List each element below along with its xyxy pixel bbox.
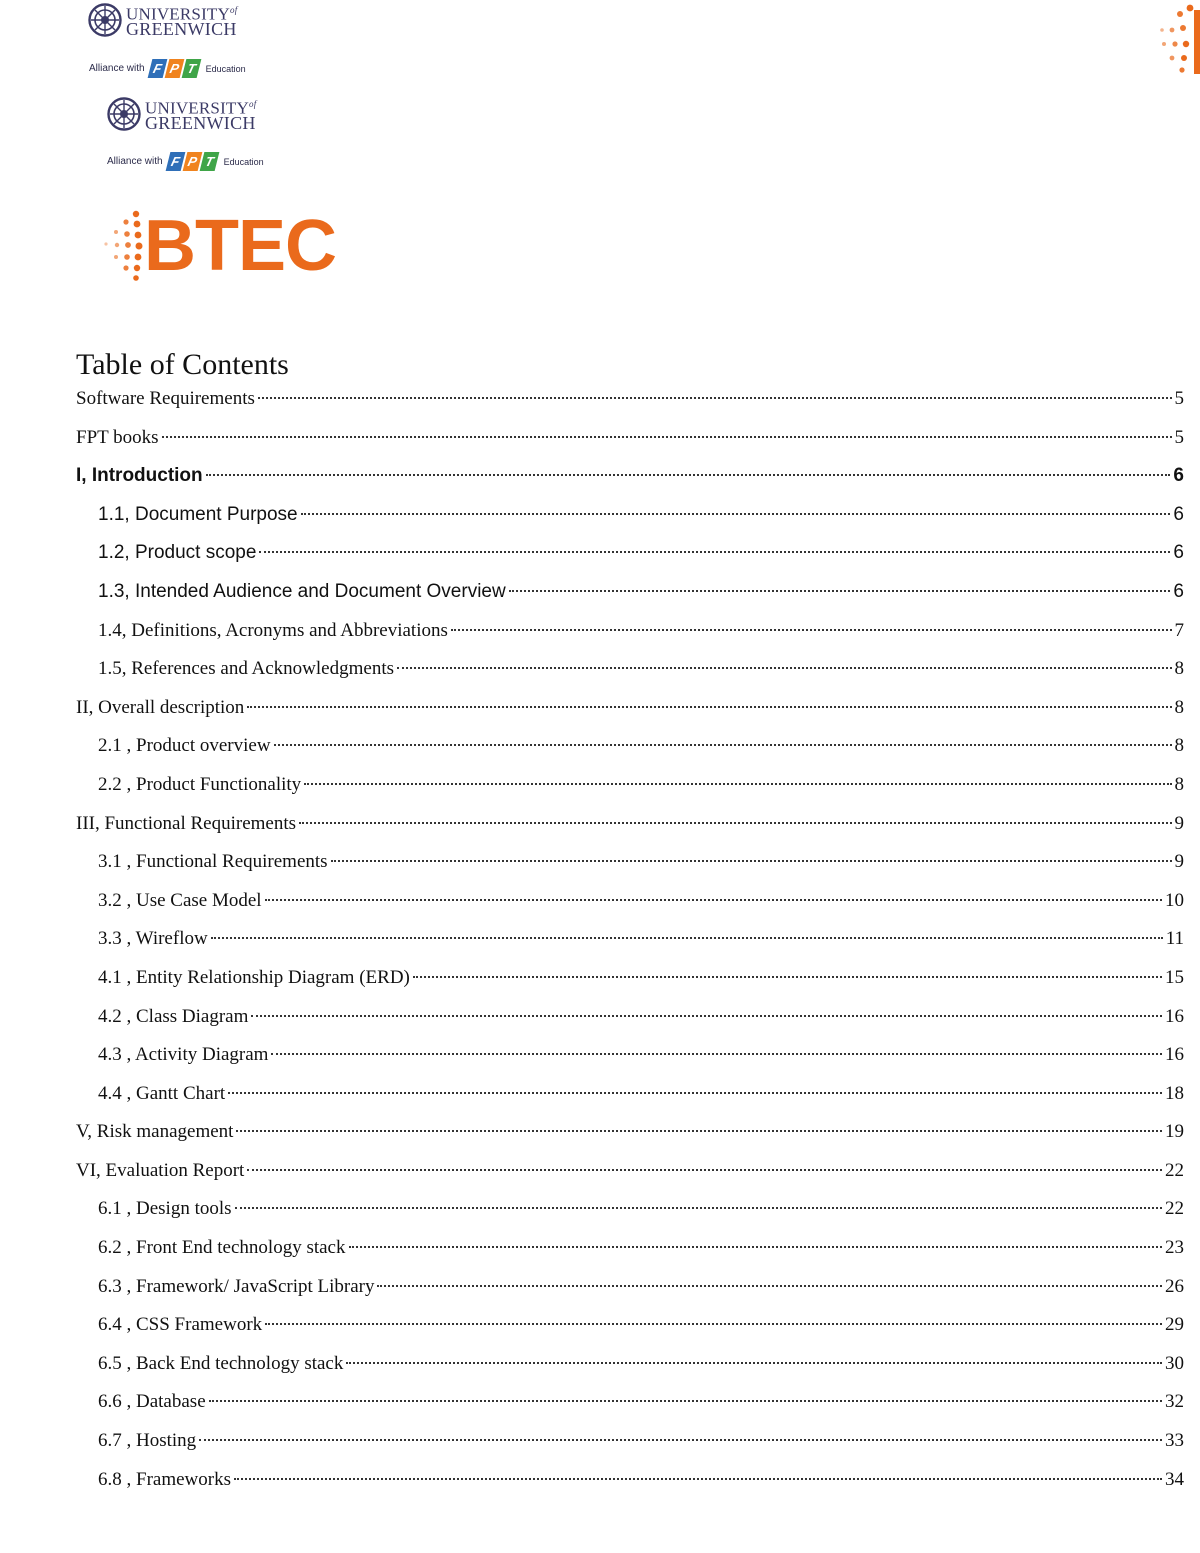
toc-entry-page-number: 16 xyxy=(1165,1044,1184,1066)
toc-dot-leader xyxy=(199,1439,1162,1441)
toc-entry-label: 1.2, Product scope xyxy=(98,542,257,564)
toc-entry-page-number: 33 xyxy=(1165,1430,1184,1452)
toc-entry-link[interactable] xyxy=(76,727,1184,766)
toc-entry-link[interactable] xyxy=(76,1268,1184,1307)
logo-university-text: UNIVERSITY xyxy=(145,98,249,118)
toc-entry-page-number: 22 xyxy=(1165,1198,1184,1220)
toc-entry-label: VI, Evaluation Report xyxy=(76,1159,245,1181)
toc-entry-label: 1.3, Intended Audience and Document Overview xyxy=(98,580,506,602)
toc-dot-leader xyxy=(228,1092,1162,1094)
toc-entry-link[interactable] xyxy=(76,573,1184,612)
toc-entry-label: Software Requirements xyxy=(76,388,255,409)
toc-entry-link[interactable] xyxy=(76,805,1184,844)
logo-university-text: UNIVERSITY xyxy=(126,4,230,24)
btec-logo xyxy=(100,206,340,286)
toc-entry-link[interactable] xyxy=(76,843,1184,882)
toc-entry-label: 4.2 , Class Diagram xyxy=(98,1005,249,1027)
toc-entry-label: 3.3 , Wireflow xyxy=(98,928,208,950)
toc-entry-link[interactable] xyxy=(76,1461,1184,1500)
toc-dot-leader xyxy=(251,1015,1162,1017)
toc-entry-label: 1.5, References and Acknowledgments xyxy=(98,658,394,680)
toc-entry-link[interactable] xyxy=(76,920,1184,959)
toc-entry-page-number: 32 xyxy=(1165,1391,1184,1413)
toc-dot-leader xyxy=(258,397,1172,399)
toc-entry-page-number: 9 xyxy=(1174,851,1184,873)
toc-entry-label: 2.2 , Product Functionality xyxy=(98,773,302,795)
toc-entry-page-number: 18 xyxy=(1165,1082,1184,1104)
toc-dot-leader xyxy=(259,551,1170,553)
education-text: Education xyxy=(223,156,264,167)
toc-entry-label: 4.1 , Entity Relationship Diagram (ERD) xyxy=(98,966,410,988)
toc-entry-link[interactable] xyxy=(76,1113,1184,1152)
fpt-letter-p: P xyxy=(164,59,184,78)
toc-dot-leader xyxy=(162,436,1172,438)
toc-entry-label: III, Functional Requirements xyxy=(76,812,297,834)
toc-entry-link[interactable] xyxy=(76,419,1184,458)
fpt-logo-icon xyxy=(168,152,219,171)
toc-entry-link[interactable] xyxy=(76,612,1184,651)
toc-dot-leader xyxy=(397,667,1172,669)
toc-entry-label: 3.2 , Use Case Model xyxy=(98,889,262,911)
toc-entry-page-number: 19 xyxy=(1165,1121,1184,1143)
alliance-with-text: Alliance with xyxy=(89,63,145,74)
toc-dot-leader xyxy=(271,1053,1162,1055)
toc-dot-leader xyxy=(346,1362,1162,1364)
toc-entry-label: V, Risk management xyxy=(76,1121,234,1143)
toc-dot-leader xyxy=(304,783,1171,785)
toc-dot-leader xyxy=(236,1130,1162,1132)
toc-dot-leader xyxy=(209,1400,1162,1402)
toc-entry-page-number: 9 xyxy=(1174,812,1184,834)
toc-entry-label: 3.1 , Functional Requirements xyxy=(98,851,328,873)
fpt-alliance-logo-2 xyxy=(107,152,264,171)
fpt-alliance-logo-1 xyxy=(89,59,246,78)
greenwich-seal-icon xyxy=(107,97,141,131)
btec-dots-icon xyxy=(100,210,148,282)
toc-entry-page-number: 8 xyxy=(1174,658,1184,680)
toc-entry-page-number: 22 xyxy=(1165,1159,1184,1181)
alliance-with-text: Alliance with xyxy=(107,156,163,167)
fpt-logo-icon xyxy=(150,59,201,78)
toc-dot-leader xyxy=(234,1478,1162,1480)
toc-entry-link[interactable] xyxy=(76,882,1184,921)
toc-entry-page-number: 6 xyxy=(1173,580,1184,602)
toc-entry-page-number: 34 xyxy=(1165,1468,1184,1490)
toc-entry-page-number: 6 xyxy=(1173,503,1184,525)
toc-entry-label: I, Introduction xyxy=(76,465,203,487)
logo-of-text: of xyxy=(249,99,257,110)
toc-dot-leader xyxy=(247,1169,1162,1171)
toc-entry-label: 6.1 , Design tools xyxy=(98,1198,232,1220)
toc-entry-link[interactable] xyxy=(76,1383,1184,1422)
toc-entry-link[interactable] xyxy=(76,1229,1184,1268)
toc-entry-page-number: 16 xyxy=(1165,1005,1184,1027)
toc-entry-link[interactable] xyxy=(76,998,1184,1037)
toc-dot-leader xyxy=(349,1246,1163,1248)
fpt-letter-p: P xyxy=(182,152,202,171)
toc-entry-link[interactable] xyxy=(76,534,1184,573)
toc-entry-page-number: 30 xyxy=(1165,1352,1184,1374)
toc-entry-page-number: 8 xyxy=(1174,696,1184,718)
toc-entry-link[interactable] xyxy=(76,689,1184,728)
toc-dot-leader xyxy=(247,706,1171,708)
toc-dot-leader xyxy=(331,860,1172,862)
toc-entry-link[interactable] xyxy=(76,380,1184,419)
toc-entry-link[interactable] xyxy=(76,1306,1184,1345)
toc-entry-label: 2.1 , Product overview xyxy=(98,735,271,757)
toc-entry-link[interactable] xyxy=(76,1152,1184,1191)
toc-entry-page-number: 6 xyxy=(1173,542,1184,564)
toc-entry-page-number: 6 xyxy=(1173,465,1184,487)
logo-greenwich-text: GREENWICH xyxy=(145,112,256,133)
toc-entry-link[interactable] xyxy=(76,1190,1184,1229)
toc-entry-label: 6.2 , Front End technology stack xyxy=(98,1237,346,1259)
toc-dot-leader xyxy=(211,937,1163,939)
toc-entry-page-number: 10 xyxy=(1165,889,1184,911)
toc-dot-leader xyxy=(235,1207,1162,1209)
fpt-letter-f: F xyxy=(165,152,185,171)
toc-entry-page-number: 8 xyxy=(1174,773,1184,795)
toc-entry-link[interactable] xyxy=(76,959,1184,998)
toc-entry-label: 6.5 , Back End technology stack xyxy=(98,1352,344,1374)
toc-entry-label: FPT books xyxy=(76,426,159,448)
logo-of-text: of xyxy=(230,5,238,16)
fpt-letter-f: F xyxy=(147,59,167,78)
toc-entry-label: 1.4, Definitions, Acronyms and Abbreviations xyxy=(98,619,448,641)
toc-heading: Table of Contents xyxy=(76,348,289,381)
toc-entry-page-number: 5 xyxy=(1174,388,1184,409)
greenwich-logo-1 xyxy=(88,3,237,37)
toc-entry-page-number: 7 xyxy=(1174,619,1184,641)
toc-dot-leader xyxy=(377,1285,1162,1287)
toc-entry-link[interactable] xyxy=(76,457,1184,496)
toc-entry-label: 4.4 , Gantt Chart xyxy=(98,1082,226,1104)
greenwich-logo-2 xyxy=(107,97,256,131)
toc-entry-label: 6.7 , Hosting xyxy=(98,1430,197,1452)
fpt-letter-t: T xyxy=(199,152,219,171)
toc-dot-leader xyxy=(274,744,1172,746)
toc-dot-leader xyxy=(413,976,1162,978)
toc-entry-link[interactable] xyxy=(76,1422,1184,1461)
toc-dot-leader xyxy=(451,629,1172,631)
logo-greenwich-text: GREENWICH xyxy=(126,18,237,39)
toc-entry-label: 4.3 , Activity Diagram xyxy=(98,1044,269,1066)
toc-entry-page-number: 8 xyxy=(1174,735,1184,757)
fpt-letter-t: T xyxy=(181,59,201,78)
toc-list xyxy=(76,380,1184,1499)
toc-entry-link[interactable] xyxy=(76,766,1184,805)
toc-entry-label: II, Overall description xyxy=(76,696,245,718)
toc-dot-leader xyxy=(206,474,1171,476)
toc-dot-leader xyxy=(265,899,1162,901)
toc-entry-label: 6.8 , Frameworks xyxy=(98,1468,231,1490)
toc-entry-label: 6.4 , CSS Framework xyxy=(98,1314,263,1336)
toc-entry-link[interactable] xyxy=(76,1075,1184,1114)
btec-corner-dots-icon xyxy=(1150,0,1200,80)
toc-entry-page-number: 29 xyxy=(1165,1314,1184,1336)
toc-entry-label: 6.3 , Framework/ JavaScript Library xyxy=(98,1275,375,1297)
toc-entry-page-number: 5 xyxy=(1174,426,1184,448)
toc-dot-leader xyxy=(265,1323,1162,1325)
toc-entry-page-number: 26 xyxy=(1165,1275,1184,1297)
toc-entry-link[interactable] xyxy=(76,1345,1184,1384)
toc-entry-page-number: 11 xyxy=(1165,928,1184,950)
toc-entry-link[interactable] xyxy=(76,650,1184,689)
toc-entry-label: 6.6 , Database xyxy=(98,1391,206,1413)
toc-dot-leader xyxy=(509,590,1171,592)
toc-entry-label: 1.1, Document Purpose xyxy=(98,503,298,525)
greenwich-seal-icon xyxy=(88,3,122,37)
toc-dot-leader xyxy=(299,822,1171,824)
toc-entry-link[interactable] xyxy=(76,1036,1184,1075)
toc-entry-link[interactable] xyxy=(76,496,1184,535)
toc-entry-page-number: 23 xyxy=(1165,1237,1184,1259)
toc-dot-leader xyxy=(301,513,1171,515)
education-text: Education xyxy=(205,63,246,74)
toc-entry-page-number: 15 xyxy=(1165,966,1184,988)
btec-wordmark: BTEC xyxy=(144,206,336,286)
